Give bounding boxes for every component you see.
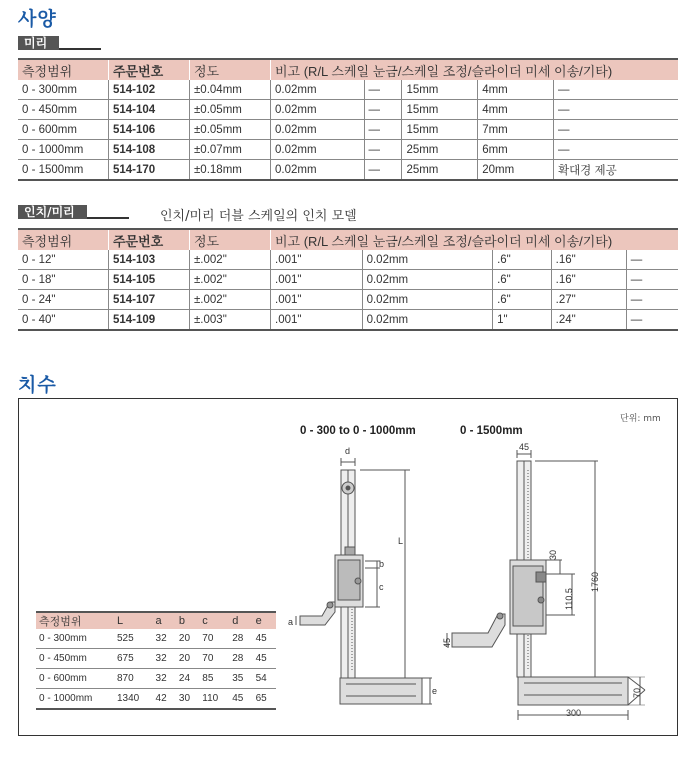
- table-row: [36, 689, 276, 710]
- cell-remark-3: 25mm: [402, 160, 478, 181]
- dim-cell: 28: [229, 649, 252, 669]
- dim-cell: 20: [176, 629, 199, 649]
- table-row: [36, 629, 276, 649]
- cell-remark-3: .6": [493, 250, 552, 270]
- dim-cell: 870: [114, 669, 153, 689]
- header-remarks: 비고 (R/L 스케일 눈금/스케일 조정/슬라이더 미세 이송/기타): [271, 59, 679, 80]
- dim-cell: 45: [229, 689, 252, 710]
- cell-code: 514-108: [109, 140, 190, 160]
- dim-cell: 0 - 300mm: [36, 629, 114, 649]
- cell-remark-2: —: [364, 100, 402, 120]
- cell-remark-5: —: [626, 250, 678, 270]
- cell-accuracy: ±0.05mm: [190, 100, 271, 120]
- cell-remark-2: 0.02mm: [362, 270, 493, 290]
- dim-header-cell: a: [153, 612, 176, 629]
- header-remarks: 비고 (R/L 스케일 눈금/스케일 조정/슬라이더 미세 이송/기타): [271, 229, 679, 250]
- cell-remark-1: 0.02mm: [271, 160, 365, 181]
- cell-code: 514-104: [109, 100, 190, 120]
- cell-code: 514-170: [109, 160, 190, 181]
- dim-label-70: 70: [632, 687, 642, 698]
- dim-label-45-top: 45: [519, 442, 530, 452]
- dim-cell: 85: [199, 669, 229, 689]
- cell-remark-5: —: [553, 140, 678, 160]
- dim-label-300: 300: [566, 708, 582, 718]
- dim-header-cell: d: [229, 612, 252, 629]
- cell-remark-3: 15mm: [402, 120, 478, 140]
- cell-code: 514-102: [109, 80, 190, 100]
- dim-label-30: 30: [548, 549, 558, 560]
- cell-remark-4: 4mm: [478, 100, 554, 120]
- cell-range: 0 - 18": [18, 270, 109, 290]
- cell-remark-3: 15mm: [402, 80, 478, 100]
- cell-remark-1: .001": [271, 250, 363, 270]
- cell-remark-5: —: [553, 80, 678, 100]
- dim-cell: 45: [253, 629, 276, 649]
- dim-header-cell: b: [176, 612, 199, 629]
- cell-remark-4: .27": [551, 290, 626, 310]
- cell-remark-1: 0.02mm: [271, 120, 365, 140]
- cell-accuracy: ±0.07mm: [190, 140, 271, 160]
- cell-accuracy: ±.002": [190, 290, 271, 310]
- unit-label: 단위: mm: [620, 414, 661, 424]
- dim-header-cell: L: [114, 612, 153, 629]
- cell-accuracy: ±0.18mm: [190, 160, 271, 181]
- cell-accuracy: ±.002": [190, 250, 271, 270]
- dimension-table: [36, 611, 276, 710]
- cell-remark-4: 20mm: [478, 160, 554, 181]
- dim-header-cell: c: [199, 612, 229, 629]
- drawing-right-title: 0 - 1500mm: [460, 425, 523, 437]
- header-range: 측정범위: [18, 229, 109, 250]
- cell-remark-2: 0.02mm: [362, 250, 493, 270]
- header-code: 주문번호: [109, 59, 190, 80]
- cell-remark-1: .001": [271, 290, 363, 310]
- cell-remark-1: 0.02mm: [271, 80, 365, 100]
- dim-cell: 675: [114, 649, 153, 669]
- cell-remark-2: —: [364, 80, 402, 100]
- dim-header-cell: e: [253, 612, 276, 629]
- cell-accuracy: ±0.05mm: [190, 120, 271, 140]
- cell-remark-5: —: [626, 290, 678, 310]
- cell-accuracy: ±.003": [190, 310, 271, 331]
- cell-remark-5: 확대경 제공: [553, 160, 678, 181]
- dim-label-c: c: [379, 582, 384, 592]
- cell-range: 0 - 600mm: [18, 120, 109, 140]
- dim-cell: 70: [199, 649, 229, 669]
- cell-remark-1: .001": [271, 270, 363, 290]
- dim-cell: 70: [199, 629, 229, 649]
- table-row: [36, 669, 276, 689]
- header-accuracy: 정도: [190, 59, 271, 80]
- table-row: [36, 649, 276, 669]
- dim-cell: 35: [229, 669, 252, 689]
- dim-cell: 65: [253, 689, 276, 710]
- table-header-row: [36, 612, 276, 629]
- dim-cell: 20: [176, 649, 199, 669]
- cell-accuracy: ±0.04mm: [190, 80, 271, 100]
- cell-remark-4: 6mm: [478, 140, 554, 160]
- dim-header-cell: 측정범위: [36, 612, 114, 629]
- inch-note: 인치/미리 더블 스케일의 인치 모델: [160, 209, 357, 224]
- dim-cell: 1340: [114, 689, 153, 710]
- cell-remark-4: .24": [551, 310, 626, 331]
- dim-cell: 45: [253, 649, 276, 669]
- dim-cell: 32: [153, 649, 176, 669]
- drawing-left-title: 0 - 300 to 0 - 1000mm: [300, 425, 416, 437]
- left-gauge-drawing: [296, 458, 432, 704]
- cell-remark-4: .16": [551, 270, 626, 290]
- metric-tag-label: 미리: [18, 36, 59, 50]
- cell-remark-1: 0.02mm: [271, 100, 365, 120]
- dim-cell: 30: [176, 689, 199, 710]
- cell-remark-2: —: [364, 160, 402, 181]
- cell-remark-5: —: [553, 120, 678, 140]
- cell-remark-2: —: [364, 120, 402, 140]
- cell-remark-4: 7mm: [478, 120, 554, 140]
- cell-code: 514-103: [109, 250, 190, 270]
- dim-cell: 24: [176, 669, 199, 689]
- cell-remark-3: 25mm: [402, 140, 478, 160]
- cell-remark-1: .001": [271, 310, 363, 331]
- cell-code: 514-107: [109, 290, 190, 310]
- cell-remark-2: 0.02mm: [362, 310, 493, 331]
- dim-label-1760: 1760: [590, 571, 600, 592]
- dim-label-b: b: [379, 559, 385, 569]
- dim-label-d: d: [345, 446, 351, 456]
- cell-remark-5: —: [626, 270, 678, 290]
- cell-remark-3: .6": [493, 270, 552, 290]
- dim-label-110-5: 110.5: [564, 588, 574, 610]
- cell-code: 514-109: [109, 310, 190, 331]
- dim-cell: 0 - 1000mm: [36, 689, 114, 710]
- header-range: 측정범위: [18, 59, 109, 80]
- dim-cell: 0 - 450mm: [36, 649, 114, 669]
- header-accuracy: 정도: [190, 229, 271, 250]
- cell-remark-3: .6": [493, 290, 552, 310]
- cell-remark-4: 4mm: [478, 80, 554, 100]
- inch-tag-label: 인치/미리: [18, 205, 87, 219]
- dim-cell: 42: [153, 689, 176, 710]
- dim-cell: 32: [153, 629, 176, 649]
- dim-cell: 110: [199, 689, 229, 710]
- section-title-dimensions: 치수: [18, 374, 57, 396]
- section-title-specs: 사양: [18, 8, 57, 30]
- cell-remark-3: 15mm: [402, 100, 478, 120]
- cell-range: 0 - 12": [18, 250, 109, 270]
- cell-remark-2: 0.02mm: [362, 290, 493, 310]
- right-gauge-drawing: [447, 450, 645, 720]
- dim-cell: 525: [114, 629, 153, 649]
- cell-remark-1: 0.02mm: [271, 140, 365, 160]
- cell-range: 0 - 300mm: [18, 80, 109, 100]
- cell-range: 0 - 450mm: [18, 100, 109, 120]
- dim-label-45-left: 45: [442, 637, 452, 648]
- cell-remark-2: —: [364, 140, 402, 160]
- cell-accuracy: ±.002": [190, 270, 271, 290]
- dim-cell: 54: [253, 669, 276, 689]
- dim-label-a: a: [288, 617, 294, 627]
- cell-range: 0 - 1000mm: [18, 140, 109, 160]
- cell-code: 514-106: [109, 120, 190, 140]
- dim-label-e: e: [432, 686, 438, 696]
- cell-remark-3: 1": [493, 310, 552, 331]
- cell-remark-5: —: [626, 310, 678, 331]
- cell-range: 0 - 24": [18, 290, 109, 310]
- cell-remark-5: —: [553, 100, 678, 120]
- dim-cell: 32: [153, 669, 176, 689]
- dim-label-L: L: [398, 536, 404, 546]
- dim-cell: 0 - 600mm: [36, 669, 114, 689]
- dim-cell: 28: [229, 629, 252, 649]
- header-code: 주문번호: [109, 229, 190, 250]
- cell-code: 514-105: [109, 270, 190, 290]
- cell-range: 0 - 1500mm: [18, 160, 109, 181]
- cell-remark-4: .16": [551, 250, 626, 270]
- cell-range: 0 - 40": [18, 310, 109, 331]
